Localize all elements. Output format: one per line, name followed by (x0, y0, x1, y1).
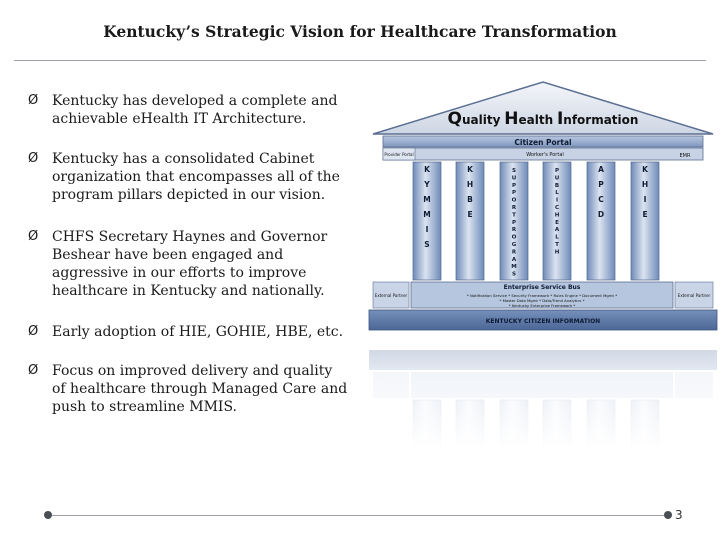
pillars (413, 162, 659, 280)
pillar-letter: A (598, 165, 604, 174)
pillar-letter: C (554, 205, 560, 211)
bullet-item (28, 228, 327, 300)
bottom-right-dot (664, 511, 672, 519)
esb-line-1: * Notification Service * Security Framework * Rules Engine * Document Mgmt * (466, 293, 618, 298)
pillar-letter: S (424, 240, 430, 249)
pillar-letter: K (424, 165, 430, 174)
bullet-line: achievable eHealth IT Architecture. (52, 111, 307, 127)
pillar-letter: L (555, 234, 559, 241)
pillar-letter: H (554, 212, 560, 219)
bullet-arrow-icon: Ø (28, 363, 39, 378)
bullet-item (28, 362, 347, 416)
pillar-letter: T (512, 212, 516, 219)
bullet-line: Kentucky has a consolidated Cabinet (52, 151, 315, 167)
roof-title: Quality Health Information (447, 109, 639, 129)
bullet-arrow-icon: Ø (28, 93, 39, 108)
pillar-letter: U (554, 175, 560, 182)
pillar-letter: R (511, 227, 517, 234)
pillar-letter: M (511, 264, 517, 271)
emr-label: EMR (679, 153, 691, 159)
pillar-letter: S (512, 168, 516, 174)
worker-portal-label: Worker's Portal (526, 152, 564, 158)
bullet-arrow-icon: Ø (28, 324, 39, 339)
bullet-arrow-icon: Ø (28, 151, 39, 166)
bullet-line: healthcare in Kentucky and nationally. (52, 283, 325, 299)
pillar-letter: L (555, 190, 559, 197)
pillar-letter: C (598, 195, 604, 204)
pillar-letter: Y (424, 180, 430, 189)
provider-portal-label: Provider Portal (384, 152, 414, 157)
bullet-line: Beshear have been engaged and (52, 247, 284, 263)
bullet-line: program pillars depicted in our vision. (52, 187, 326, 203)
pillar-letter: R (511, 249, 517, 256)
slide-title: Kentucky’s Strategic Vision for Healthcare Transformation (103, 22, 617, 41)
bullet-item (28, 323, 343, 341)
pillar-letter: I (555, 197, 559, 204)
esb-line-2: * Master Data Mgmt * Data/Trend Analytics * (499, 298, 585, 303)
external-partner-right: External Partner (677, 293, 711, 298)
esb-title: Enterprise Service Bus (503, 284, 581, 291)
pillar-letter: O (511, 234, 517, 241)
architecture-diagram (367, 78, 719, 448)
bullet-line: Early adoption of HIE, GOHIE, HBE, etc. (52, 324, 344, 340)
bullet-line: CHFS Secretary Haynes and Governor (52, 229, 328, 245)
bullet-line: organization that encompasses all of the (52, 169, 340, 185)
bottom-divider (48, 515, 672, 516)
pillar-letter: K (467, 165, 473, 174)
pillar-letter: I (643, 195, 647, 204)
page-number: 3 (675, 508, 683, 522)
pillar-letter: H (466, 180, 474, 189)
bullet-line: Focus on improved delivery and quality (52, 363, 333, 379)
pillar-letter: D (597, 210, 605, 219)
external-partner-left: External Partner (374, 293, 408, 298)
citizen-portal-label: Citizen Portal (514, 138, 572, 147)
bullet-arrow-icon: Ø (28, 229, 39, 244)
pillar-letter: A (511, 256, 517, 263)
pillar-letter: K (642, 165, 648, 174)
bottom-left-dot (44, 511, 52, 519)
top-divider (14, 60, 706, 61)
bullet-item (28, 92, 337, 128)
pillar-letter: P (511, 219, 517, 226)
pillar-letter: B (554, 182, 560, 189)
pillar-letter: B (467, 195, 473, 204)
pillar-letter: H (554, 249, 560, 256)
bullet-line: push to streamline MMIS. (52, 399, 237, 415)
pillar-letter: S (512, 271, 516, 278)
pillar-letter: R (511, 205, 517, 211)
pillar-letter: P (511, 182, 517, 189)
pillar-letter: M (423, 210, 431, 219)
pillar-letter: M (423, 195, 431, 204)
bullet-line: of healthcare through Managed Care and (52, 381, 348, 397)
esb-line-3: * Kentucky Enterprise Framework * (508, 303, 576, 308)
pillar-letter: U (511, 175, 517, 182)
pillar-letter: P (554, 168, 560, 174)
bullet-item (28, 150, 340, 204)
pillar-letter: I (425, 225, 429, 234)
pillar-letter: P (598, 180, 604, 189)
pillar-letter: G (511, 242, 517, 248)
pillar-letter: T (555, 242, 559, 248)
pillar-letter: O (511, 197, 517, 204)
pillar-letter: A (554, 227, 560, 234)
pillar-letter: P (511, 190, 517, 197)
pillar-letter: E (467, 210, 473, 219)
pillar-letter: E (642, 210, 648, 219)
reflection-fade (367, 346, 719, 448)
pillar-letter: E (555, 219, 559, 226)
pillar-letter: H (641, 180, 649, 189)
bullet-line: aggressive in our efforts to improve (52, 265, 307, 281)
foundation-label: KENTUCKY CITIZEN INFORMATION (485, 318, 601, 325)
bullet-line: Kentucky has developed a complete and (52, 93, 338, 109)
